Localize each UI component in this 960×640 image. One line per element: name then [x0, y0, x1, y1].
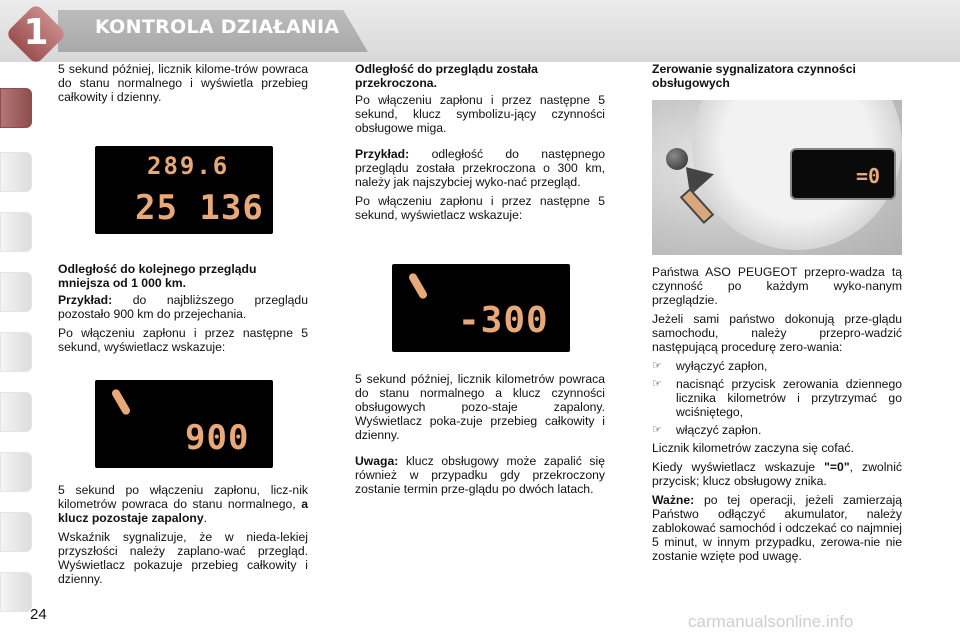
after-bold-text: a klucz pozostaje zapalony — [58, 497, 308, 525]
side-tab-chapter-4[interactable] — [0, 272, 32, 312]
column-1-after — [58, 483, 308, 591]
service-display-minus-300 — [392, 264, 570, 352]
dashboard-display-value: =0 — [856, 164, 881, 188]
procedure-step-3 — [652, 423, 902, 437]
countdown-paragraph: Licznik kilometrów zaczyna się cofać. — [652, 441, 854, 455]
wrench-icon — [408, 272, 429, 300]
page-number: 24 — [30, 606, 47, 623]
section-heading-under-1000: Odległość do kolejnego przeglądu mniejsza od 1 000 km. — [58, 262, 257, 290]
side-tab-chapter-9[interactable] — [0, 572, 32, 612]
chapter-number: 1 — [23, 12, 49, 53]
example-paragraph-1 — [58, 293, 308, 321]
service-display-900 — [95, 380, 273, 468]
side-tab-chapter-7[interactable] — [0, 452, 32, 492]
procedure-step-1 — [652, 359, 902, 373]
after-text-end: . — [203, 511, 207, 525]
chapter-side-tabs — [0, 62, 36, 622]
side-tab-chapter-1[interactable] — [0, 88, 32, 128]
side-tab-chapter-5[interactable] — [0, 332, 32, 372]
side-tab-chapter-3[interactable] — [0, 212, 32, 252]
example-text: do najbliższego przeglądu pozostało 900 km do przejechania. — [58, 293, 308, 321]
procedure-step-text: nacisnąć przycisk zerowania dziennego licznika kilometrów i przytrzymać go wciśniętego, — [676, 377, 902, 419]
display-900-value: 900 — [185, 418, 250, 458]
side-tab-chapter-8[interactable] — [0, 512, 32, 552]
return-paragraph: 5 sekund później, licznik kilometrów powraca do stanu normalnego a klucz czynności obsługowych pozo-staje zapalony. Wyświetlacz poka-zuje przebieg całkowity i dzienny. — [355, 372, 605, 442]
pointer-icon: ☞ — [652, 359, 662, 372]
dashboard-photo — [652, 100, 902, 255]
display-minus-300-value: -300 — [458, 300, 549, 341]
pointer-icon: ☞ — [652, 423, 662, 436]
example-text-2: odległość do następnego przeglądu została przekroczona o 300 km, należy jak najszybciej wyko-nać przegląd. — [355, 147, 606, 189]
note-label: Uwaga: — [355, 454, 399, 468]
important-paragraph — [652, 493, 902, 563]
column-2-after — [355, 372, 605, 501]
indicator-paragraph: Wskaźnik sygnalizuje, że w nieda-lekiej przyszłości należy zaplano-wać przegląd. Wyświetlacz pokazuje przebieg całkowity i dzienny. — [58, 530, 308, 586]
aso-paragraph: Państwa ASO PEUGEOT przepro-wadza tą czynność po każdym wyko-nanym przeglądzie. — [652, 265, 902, 307]
odometer-display-normal — [95, 146, 273, 234]
after-paragraph — [58, 483, 308, 525]
column-2 — [355, 62, 605, 227]
procedure-step-2 — [652, 377, 902, 419]
release-bold-value: "=0" — [824, 460, 850, 474]
column-3-text — [652, 265, 902, 568]
column-3 — [652, 62, 902, 93]
note-text: klucz obsługowy może zapalić się również w przypadku gdy przekroczony zostanie termin prze-glądu po dwóch latach. — [355, 454, 606, 496]
important-text: po tej operacji, jeżeli zamierzają Państwo odłączyć akumulator, należy zablokować samochód i odczekać co najmniej 5 minut, w innym przypadku, zerowa-nie nie zostanie wzięte pod uwagę. — [652, 493, 902, 563]
section-heading-reset: Zerowanie sygnalizatora czynności obsługowych — [652, 62, 856, 90]
self-service-paragraph: Jeżeli sami państwo dokonują prze-glądu samochodu, należy przepro-wadzić następującą procedurę zero-wania: — [652, 312, 902, 354]
release-paragraph — [652, 460, 902, 488]
procedure-step-text: włączyć zapłon. — [676, 423, 762, 437]
example-label: Przykład: — [58, 293, 113, 307]
example-label-2: Przykład: — [355, 147, 410, 161]
side-tab-chapter-6[interactable] — [0, 392, 32, 432]
wrench-icon — [111, 388, 132, 416]
release-text-end: , zwolnić przycisk; klucz obsługowy znika. — [652, 460, 902, 488]
intro-text: 5 sekund później, licznik kilome-trów powraca do stanu normalnego i wyświetla przebieg całkowity i dzienny. — [58, 62, 308, 104]
display-total-value: 25 136 — [135, 188, 264, 228]
procedure-step-text: wyłączyć zapłon, — [676, 359, 768, 373]
display-trip-value: 289.6 — [147, 152, 230, 180]
note-paragraph — [355, 454, 605, 496]
release-text: Kiedy wyświetlacz wskazuje — [652, 460, 816, 474]
watermark: carmanualsonline.info — [688, 612, 854, 631]
column-1-section — [58, 262, 308, 359]
after-text: 5 sekund po włączeniu zapłonu, licz-nik kilometrów powraca do stanu normalnego, — [58, 483, 308, 511]
example-paragraph-2 — [355, 147, 605, 189]
column-1 — [58, 62, 308, 109]
blink-paragraph: Po włączeniu zapłonu i przez następne 5 sekund, klucz symbolizu-jący czynności obsługowe miga. — [355, 93, 605, 135]
section-heading-exceeded: Odległość do przeglądu została przekroczona. — [355, 62, 538, 90]
page-title: KONTROLA DZIAŁANIA — [95, 16, 340, 38]
side-tab-chapter-2[interactable] — [0, 152, 32, 192]
dashboard-display — [790, 148, 896, 200]
pointer-icon: ☞ — [652, 377, 662, 390]
important-label: Ważne: — [652, 493, 695, 507]
ignition-paragraph-1: Po włączeniu zapłonu i przez następne 5 sekund, wyświetlacz wskazuje: — [58, 326, 308, 354]
ignition-paragraph-2: Po włączeniu zapłonu i przez następne 5 sekund, wyświetlacz wskazuje: — [355, 194, 605, 222]
